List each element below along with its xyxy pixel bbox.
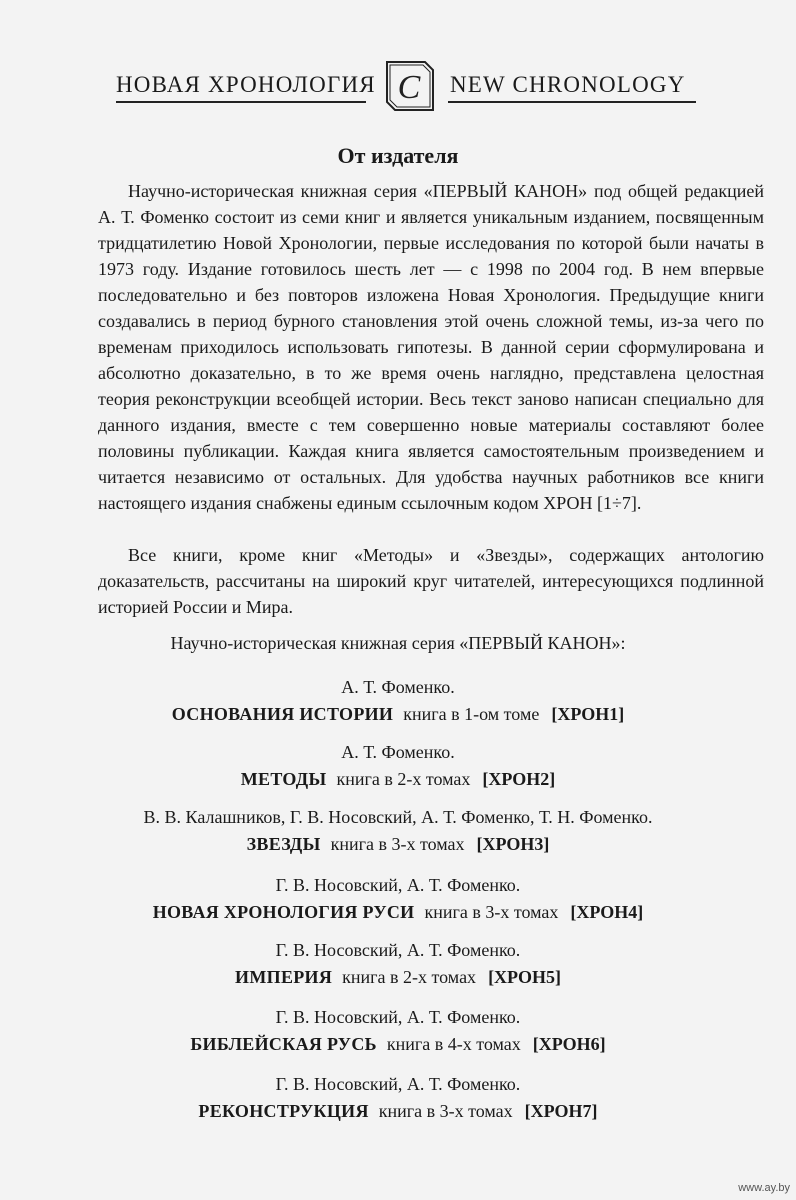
book-code: [ХРОН2] (482, 769, 556, 789)
paragraph-audience: Все книги, кроме книг «Методы» и «Звезды», содержащих антологию доказательств, рассчитаны на широкий круг читателей, интересующихся подлинной историей России и Мира. (98, 545, 764, 617)
publisher-logo-icon (381, 58, 437, 114)
book-volumes: книга в 2-х томах (342, 967, 477, 987)
book-volumes: книга в 4-х томах (386, 1034, 521, 1054)
book-code: [ХРОН5] (488, 967, 561, 987)
book-title: БИБЛЕЙСКАЯ РУСЬ (190, 1034, 377, 1054)
book-code: [ХРОН6] (532, 1034, 606, 1054)
book-volumes: книга в 3-х томах (424, 902, 559, 922)
book-authors: Г. В. Носовский, А. Т. Фоменко. (275, 1074, 521, 1094)
site-watermark: www.ay.by (738, 1182, 790, 1194)
book-code: [ХРОН4] (570, 902, 644, 922)
book-title: РЕКОНСТРУКЦИЯ (198, 1101, 369, 1121)
book-title: ЗВЕЗДЫ (246, 834, 321, 854)
logo-letter: C (397, 69, 421, 106)
header-rule-right (448, 101, 696, 103)
book-title: ИМПЕРИЯ (235, 967, 333, 987)
series-heading: Научно-историческая книжная серия «ПЕРВЫЙ КАНОН»: (170, 633, 626, 653)
book-entry (0, 872, 796, 926)
book-title: НОВАЯ ХРОНОЛОГИЯ РУСИ (152, 902, 415, 922)
book-volumes: книга в 1-ом томе (403, 704, 540, 724)
book-code: [ХРОН3] (476, 834, 550, 854)
book-authors: Г. В. Носовский, А. Т. Фоменко. (275, 940, 521, 960)
book-authors: В. В. Калашников, Г. В. Носовский, А. Т. Фоменко, Т. Н. Фоменко. (143, 807, 653, 827)
book-authors: А. Т. Фоменко. (341, 677, 455, 697)
book-title: МЕТОДЫ (240, 769, 327, 789)
book-entry (0, 1004, 796, 1058)
paragraph-intro: Научно-историческая книжная серия «ПЕРВЫЙ КАНОН» под общей редакцией А. Т. Фоменко состоит из семи книг и является уникальным изданием, посвященным тридцатилетию Новой Хронологии, первые исследования по которой были начаты в 1973 году. Издание готовилось шесть лет — с 1998 по 2004 год. В нем впервые последовательно и без повторов изложена Новая Хронология. Предыдущие книги создавались в период бурного становления этой очень сложной темы, из-за чего по временам приходилось использовать гипотезы. В данной серии сформулирована и абсолютно доказательно, в то же время очень наглядно, представлена целостная теория реконструкции всеобщей истории. Весь текст заново написан специально для данного издания, вместе с тем совершенно новые материалы составляют более половины публикации. Каждая книга является самостоятельным произведением и читается независимо от остальных. Для удобства научных работников все книги настоящего издания снабжены единым ссылочным кодом ХРОН [1÷7]. (98, 181, 764, 513)
header-title-ru: НОВАЯ ХРОНОЛОГИЯ (116, 72, 376, 97)
book-authors: А. Т. Фоменко. (341, 742, 455, 762)
book-entry (0, 674, 796, 728)
header-rule-left (116, 101, 366, 103)
book-volumes: книга в 3-х томах (378, 1101, 513, 1121)
book-title: ОСНОВАНИЯ ИСТОРИИ (171, 704, 394, 724)
book-entry (0, 739, 796, 793)
book-entry (0, 804, 796, 858)
book-entry (0, 937, 796, 991)
book-authors: Г. В. Носовский, А. Т. Фоменко. (275, 875, 521, 895)
book-code: [ХРОН1] (551, 704, 625, 724)
section-title: От издателя (337, 143, 459, 168)
book-authors: Г. В. Носовский, А. Т. Фоменко. (275, 1007, 521, 1027)
book-code: [ХРОН7] (524, 1101, 598, 1121)
book-volumes: книга в 2-х томах (336, 769, 471, 789)
page-header (0, 58, 796, 114)
book-volumes: книга в 3-х томах (330, 834, 465, 854)
header-title-en: NEW CHRONOLOGY (450, 72, 686, 97)
book-entry (0, 1071, 796, 1125)
